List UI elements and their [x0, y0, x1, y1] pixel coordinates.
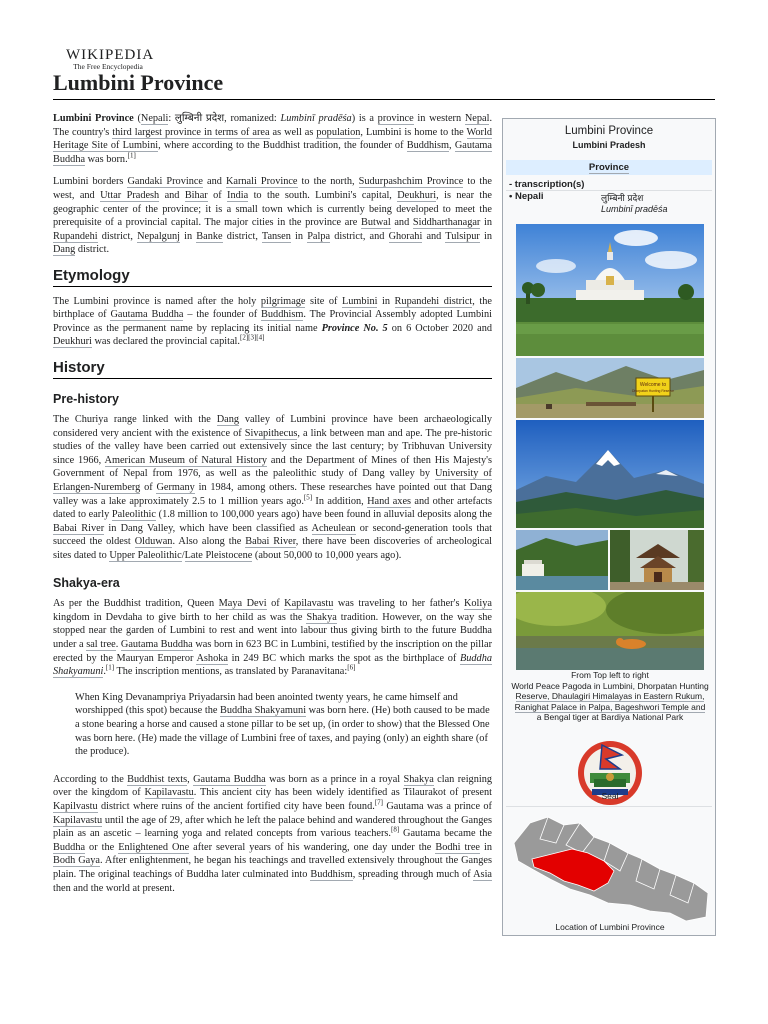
nepali-row: [503, 191, 715, 214]
link-enlightened-one[interactable]: Enlightened One: [118, 841, 190, 853]
caption-line-4: [503, 702, 717, 713]
link-tansen[interactable]: Tansen: [261, 230, 291, 242]
seal-caption: Seal: [601, 791, 619, 801]
link-bihar[interactable]: Bihar: [184, 189, 208, 201]
bageshwori-temple-photo[interactable]: [610, 530, 704, 590]
link-buddhist-texts[interactable]: Buddhist texts: [127, 773, 188, 785]
link-late-pleistocene[interactable]: Late Pleistocene: [184, 550, 253, 562]
link-kapilavastu-2[interactable]: Kapilavastu: [144, 787, 194, 799]
link-bodh-gaya[interactable]: Bodh Gaya: [53, 855, 100, 867]
link-shakya[interactable]: Shakya: [306, 611, 337, 623]
link-upper-paleolithic[interactable]: Upper Paleolithic: [109, 550, 182, 562]
wikipedia-wordmark: WIKIPEDIA: [66, 47, 155, 63]
link-kapilavastu[interactable]: Kapilavastu: [284, 598, 334, 610]
link-bodhi-tree[interactable]: Bodhi tree: [435, 841, 480, 853]
transcription-label: - transcription(s): [509, 179, 585, 190]
dhorpatan-image: [516, 358, 704, 418]
link-third-largest[interactable]: third largest province in terms of area: [112, 126, 270, 138]
tiger-image: [516, 592, 704, 670]
caption-line-5: a Bengal tiger at Bardiya National Park: [536, 712, 684, 722]
link-maya-devi[interactable]: Maya Devi: [218, 598, 267, 610]
link-dang[interactable]: Dang: [53, 244, 76, 256]
welcome-sign-line1: Welcome to: [639, 382, 667, 388]
link-nepali[interactable]: Nepali: [140, 113, 169, 124]
link-pilgrimage[interactable]: pilgrimage: [260, 295, 306, 307]
link-nepal[interactable]: Nepal: [464, 113, 490, 124]
welcome-sign-line2: Dhorpatan Hunting Reserve: [631, 389, 675, 393]
heading-prehistory: Pre-history: [53, 391, 119, 406]
link-babai-river-2[interactable]: Babai River: [245, 536, 296, 548]
link-shakya-2[interactable]: Shakya: [403, 773, 434, 785]
link-banke[interactable]: Banke: [196, 230, 223, 242]
link-palpa[interactable]: Palpa: [307, 230, 331, 242]
link-gautama-3[interactable]: Gautama Buddha: [120, 639, 193, 650]
buddhist-texts-paragraph: According to the Buddhist texts, Gautama Buddha was born as a prince in a royal Shakya clan reigning over the kingdom of Kapilavastu. This ancient city has been widely identified as Tilaurakot of present Kapilvastu district where ruins of the ancient fortified city have been found.[7] Gautama was a prince of Kapilavastu until the age of 29, after which he left the palace behind and wandered throughout the Ganges plain as an ascetic – learning yoga and related concepts from various teachers.[8] Gautama became the Buddha or the Enlightened One after several years of his wandering, one day under the Bodhi tree in Bodh Gaya. After enlightenment, he began his teachings and travelled extensively throughout the Ganges plain. The original teachings of Buddha later culminated into Buddhism, spreading through much of Asia then and the world at present.: [53, 773, 493, 894]
himalaya-image: [516, 420, 704, 528]
caption-line-2-text: World Peace Pagoda in Lumbini, Dhorpatan Hunting: [511, 680, 709, 691]
link-olduwan[interactable]: Olduwan: [134, 536, 173, 548]
infobox: [502, 118, 716, 936]
nepali-label: • Nepali: [509, 191, 544, 202]
link-dang-2[interactable]: Dang: [216, 414, 239, 426]
infobox-separator-2: [506, 806, 712, 807]
link-deukhuri[interactable]: Deukhuri: [397, 189, 437, 201]
link-germany[interactable]: Germany: [156, 482, 195, 494]
caption-line-3-text[interactable]: Reserve, Dhaulagiri Himalayas in Eastern Rukum,: [515, 691, 705, 701]
ranighat-image: [516, 530, 608, 590]
link-buddhism-2[interactable]: Buddhism: [261, 309, 304, 321]
shakya-paragraph: As per the Buddhist tradition, Queen Maya Devi of Kapilavastu was traveling to her father's Koliya kingdom in Devdaha to give birth to her child as was the Shakya tradition. However, on the way she stopped near the garden of Lumbini to rest and went into labour thus giving birth to the future Buddha under a sal tree. Gautama Buddha was born in 623 BC in Lumbini, testified by the inscription on the pillar erected by the Mauryan Emperor Ashoka in 249 BC which marks the spot as the birthplace of Buddha Shakyamuni.[1] The inscription mentions, as translated by Paranavitana:[6]: [53, 598, 492, 678]
nepali-script: लुम्बिनी प्रदेश: [601, 193, 644, 203]
link-amnh[interactable]: American Museum of Natural History: [104, 454, 268, 466]
link-acheulean[interactable]: Acheulean: [311, 522, 356, 534]
lead-paragraph-2: Lumbini borders Gandaki Province and Karnali Province to the north, Sudurpashchim Province to the west, and Uttar Pradesh and Bihar of India to the south. Lumbini's capital, Deukhuri, is near the geographic center of the province; it is a small town which is currently being developed to meet the prerequisite of a provincial capital. The major cities in the province are Butwal and Siddharthanagar in Rupandehi district, Nepalgunj in Banke district, Tansen in Palpa district, and Ghorahi and Tulsipur in Dang district.: [53, 176, 493, 256]
link-india[interactable]: India: [227, 189, 249, 201]
link-ashoka[interactable]: Ashoka: [196, 652, 228, 664]
link-asia[interactable]: Asia: [473, 868, 492, 880]
nepali-roman: Lumbinī pradēśa: [601, 204, 668, 214]
link-buddhism[interactable]: Buddhism: [406, 140, 450, 152]
link-sal-tree[interactable]: sal tree: [86, 639, 116, 650]
link-buddha-shakyamuni[interactable]: Buddha Shakyamuni: [53, 652, 492, 678]
link-babai-river[interactable]: Babai River: [53, 522, 105, 534]
link-rupandehi-district[interactable]: Rupandehi district: [394, 295, 473, 307]
dhaulagiri-photo[interactable]: [516, 420, 704, 528]
link-sudurpashchim[interactable]: Sudurpashchim Province: [358, 176, 464, 188]
pagoda-image: [516, 224, 704, 356]
article-body: [53, 112, 492, 904]
collage-caption: [503, 670, 717, 723]
world-peace-pagoda-photo[interactable]: [516, 224, 704, 356]
dhorpatan-reserve-photo[interactable]: [516, 358, 704, 418]
link-population[interactable]: population: [316, 126, 361, 138]
link-koliya[interactable]: Koliya: [463, 598, 492, 610]
link-gandaki[interactable]: Gandaki Province: [127, 176, 203, 188]
transcription-row: [503, 179, 715, 190]
heading-history: History: [53, 361, 492, 379]
nepali-value: [601, 191, 668, 214]
province-link[interactable]: Province: [588, 162, 630, 173]
link-hand-axes[interactable]: Hand axes: [367, 495, 412, 507]
heading-shakya-era: Shakya-era: [53, 575, 120, 590]
location-map[interactable]: [510, 809, 710, 927]
wikipedia-logo[interactable]: [66, 47, 155, 71]
wikipedia-tagline: The Free Encyclopedia: [73, 62, 143, 71]
link-kapilvastu-district[interactable]: Kapilvastu: [53, 800, 98, 812]
link-buddha[interactable]: Buddha: [53, 841, 86, 853]
temple-image: [610, 530, 704, 590]
link-erlangen[interactable]: University of Erlangen-Nuremberg: [53, 468, 492, 494]
page-title: Lumbini Province: [53, 70, 715, 100]
link-sivapithecus[interactable]: Sivapithecus: [244, 427, 298, 439]
ranighat-palace-photo[interactable]: [516, 530, 608, 590]
infobox-title: Lumbini Province: [564, 125, 654, 137]
link-gautama-4[interactable]: Gautama Buddha: [193, 773, 266, 785]
link-lumbini[interactable]: Lumbini: [341, 295, 378, 307]
inscription-quote: When King Devanampriya Priyadarsin had been anointed twenty years, he came himself and worshipped (this spot) because the Buddha Shakyamuni was born here. (He) both caused to be made a stone bearing a horse and caused a stone pillar to be set up, (in order to show) that the Blessed One was born here. (He) made the village of Lumbini free of taxes, and paying (only) an eighth share (of the produce).: [75, 691, 490, 758]
heading-etymology: Etymology: [53, 269, 492, 287]
link-nepalgunj[interactable]: Nepalgunj: [137, 230, 180, 242]
map-caption: Location of Lumbini Province: [555, 922, 665, 932]
link-tulsipur[interactable]: Tulsipur: [445, 230, 480, 242]
link-kapilavastu-3[interactable]: Kapilavastu: [53, 814, 103, 826]
infobox-band-province[interactable]: [506, 160, 712, 175]
link-buddhism-3[interactable]: Buddhism: [310, 868, 353, 880]
link-ghorahi[interactable]: Ghorahi: [388, 230, 423, 242]
prehistory-paragraph: The Churiya range linked with the Dang valley of Lumbini province have been archaeologically considered very ancient with the existence of Sivapithecus, a link between man and ape. The pre-historic studies of the valley have been carried out extensively since the last century; by Tribhuvan University since 1966, American Museum of Natural History and the Department of Mines of then His Majesty's Government of Nepal from 1976, as well as the paleolithic study of Dang valley by University of Erlangen-Nuremberg of Germany in 1984, among others. These researches have pointed out that Dang valley was a lake approximately 2.5 to 1 million years ago.[5] In addition, Hand axes and other artefacts dated to early Paleolithic (1.8 million to 100,000 years ago) have been found in alluvial deposits along the Babai River in Dang Valley, which have been classified as Acheulean or second-generation tools that succeed the oldest Olduwan. Also along the Babai River, there have been discoveries of archeological sites dated to Upper Paleolithic/Late Pleistocene (about 50,000 to 10,000 years ago).: [53, 414, 493, 562]
link-rupandehi[interactable]: Rupandehi: [53, 230, 98, 242]
photo-collage[interactable]: [516, 224, 704, 670]
link-deukhuri-2[interactable]: Deukhuri: [53, 336, 92, 348]
infobox-subtitle: Lumbini Pradesh: [572, 140, 646, 150]
link-up[interactable]: Uttar Pradesh: [100, 189, 160, 201]
caption-line-3: [503, 691, 717, 702]
link-gautama-2[interactable]: Gautama Buddha: [110, 309, 184, 321]
caption-line-4-text[interactable]: Ranighat Palace in Palpa, Bageshwori Temple and: [514, 701, 706, 712]
link-whs[interactable]: World Heritage Site of Lumbini: [53, 126, 492, 152]
link-buddha-shakyamuni-2[interactable]: Buddha Shakyamuni: [219, 705, 307, 717]
lead-paragraph-1: Lumbini Province (Nepali: लुम्बिनी प्रदेश, romanized: Lumbinī pradēśa) is a province in western Nepal. The country's third largest province in terms of area as well as population, Lumbini is home to the World Heritage Site of Lumbini, where according to the Buddhist tradition, the founder of Buddhism, Gautama Buddha was born.[1]: [53, 113, 493, 165]
link-butwal[interactable]: Butwal: [360, 217, 391, 229]
caption-line-1: From Top left to right: [571, 670, 649, 680]
bengal-tiger-photo[interactable]: [516, 592, 704, 670]
link-gautama[interactable]: Gautama Buddha: [53, 140, 492, 165]
link-province[interactable]: province: [377, 113, 414, 124]
link-karnali[interactable]: Karnali Province: [225, 176, 298, 188]
link-paleolithic[interactable]: Paleolithic: [111, 509, 156, 521]
etymology-paragraph: The Lumbini province is named after the holy pilgrimage site of Lumbini in Rupandehi district, the birthplace of Gautama Buddha – the founder of Buddhism. The Provincial Assembly adopted Lumbini Province as the permanent name by replacing its initial name Province No. 5 on 6 October 2020 and Deukhuri was declared the provincial capital.[2][3][4]: [53, 295, 492, 348]
link-siddharthanagar[interactable]: Siddharthanagar: [412, 217, 481, 229]
caption-line-2: [503, 681, 717, 692]
